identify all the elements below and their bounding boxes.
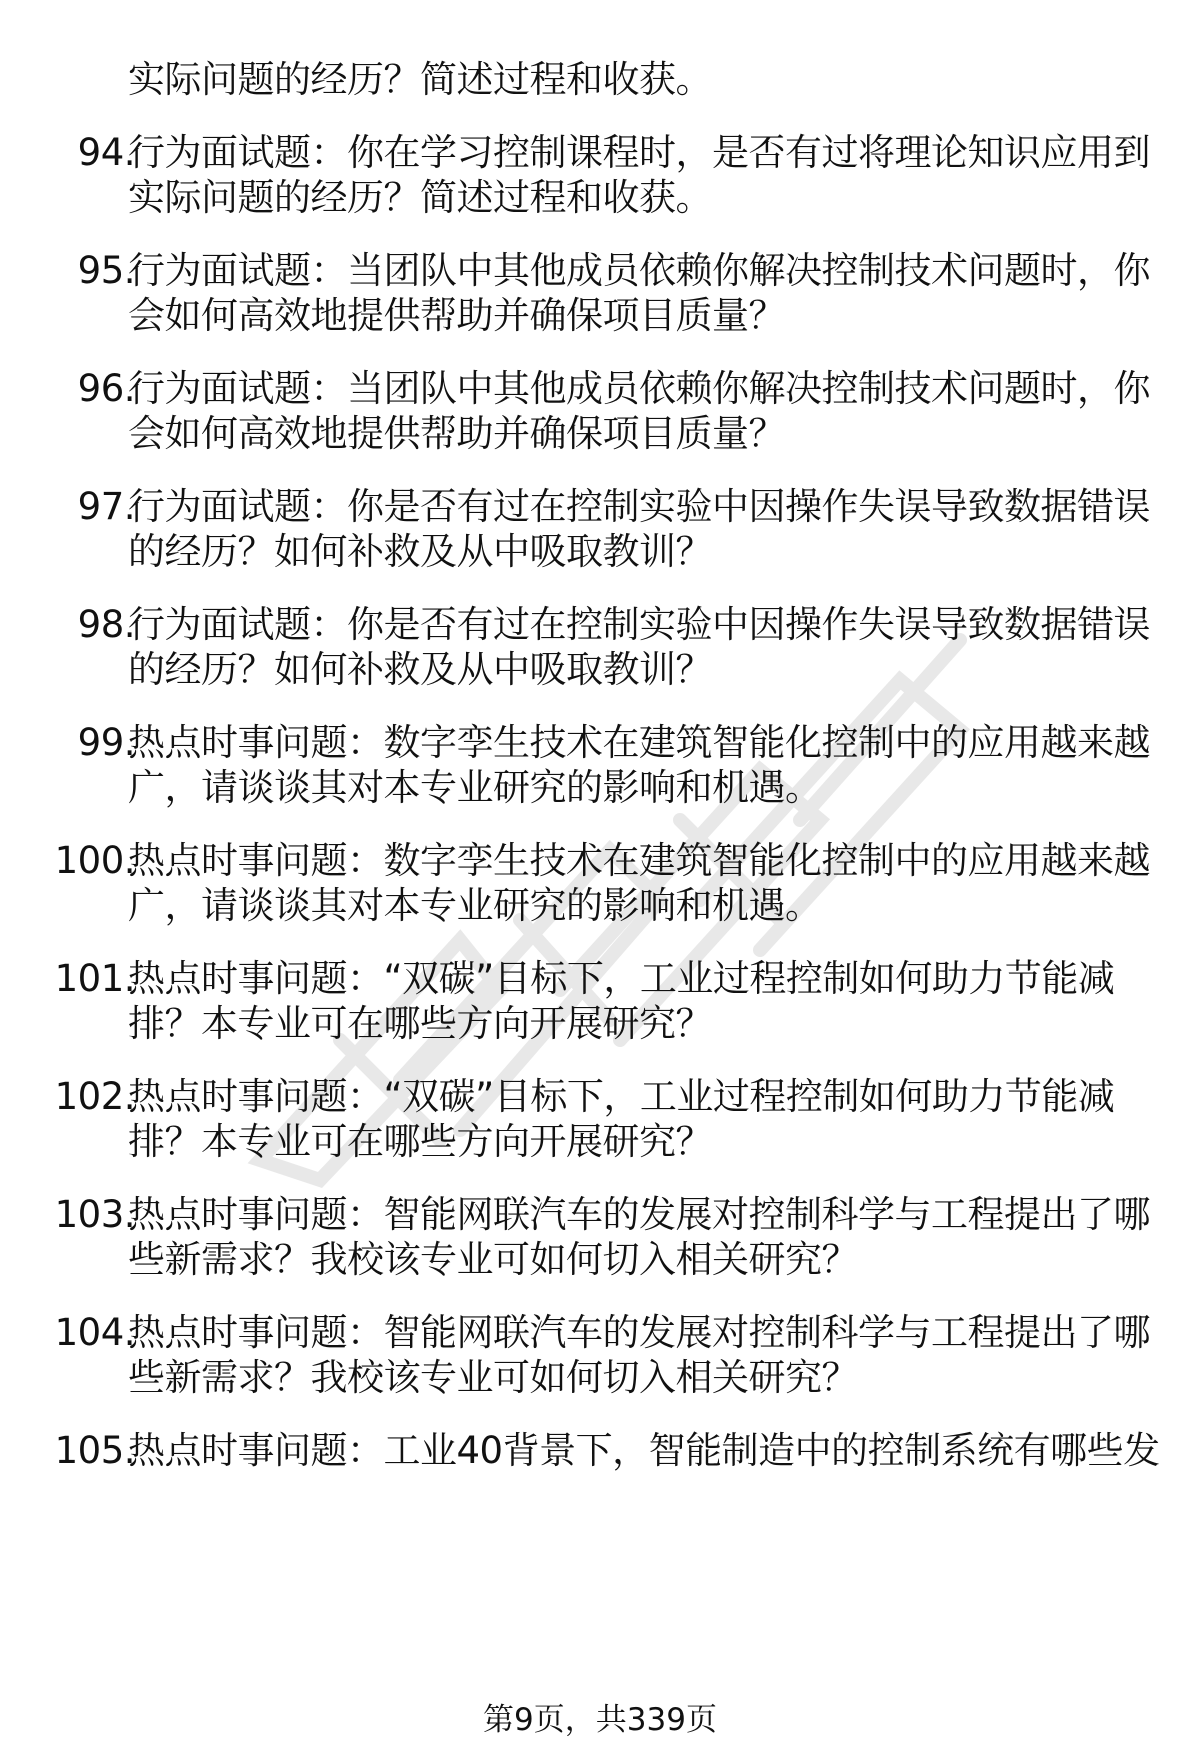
list-item xyxy=(0,1072,1200,1122)
item-number: 97. xyxy=(77,485,135,528)
item-text: 热点时事问题：数字孪生技术在建筑智能化控制中的应用越来越 xyxy=(128,721,1150,764)
item-number: 105. xyxy=(54,1429,135,1472)
list-item-continuation xyxy=(0,291,1200,341)
item-text: 行为面试题：当团队中其他成员依赖你解决控制技术问题时，你 xyxy=(128,249,1150,292)
item-number: 96. xyxy=(77,367,135,410)
list-item-continuation xyxy=(0,173,1200,223)
item-text: 热点时事问题：数字孪生技术在建筑智能化控制中的应用越来越 xyxy=(128,839,1150,882)
list-item-continuation xyxy=(0,763,1200,813)
list-item xyxy=(0,718,1200,768)
item-text: 广，请谈谈其对本专业研究的影响和机遇。 xyxy=(128,766,822,809)
list-item-continuation xyxy=(0,645,1200,695)
item-text: 行为面试题：你是否有过在控制实验中因操作失误导致数据错误 xyxy=(128,485,1150,528)
item-number: 95. xyxy=(77,249,135,292)
item-number: 104. xyxy=(54,1311,135,1354)
item-number: 101. xyxy=(54,957,135,1000)
item-text: 的经历？如何补救及从中吸取教训？ xyxy=(128,530,712,573)
list-item xyxy=(0,1308,1200,1358)
item-text: 的经历？如何补救及从中吸取教训？ xyxy=(128,648,712,691)
item-number: 103. xyxy=(54,1193,135,1236)
list-item-continuation xyxy=(0,881,1200,931)
list-item xyxy=(0,364,1200,414)
list-item-continuation xyxy=(0,1235,1200,1285)
item-number: 102. xyxy=(54,1075,135,1118)
page-footer: 第9页，共339页 xyxy=(483,1702,717,1738)
item-text: 些新需求？我校该专业可如何切入相关研究？ xyxy=(128,1238,858,1281)
item-text: 行为面试题：你是否有过在控制实验中因操作失误导致数据错误 xyxy=(128,603,1150,646)
item-text: 行为面试题：你在学习控制课程时，是否有过将理论知识应用到 xyxy=(128,131,1150,174)
item-number: 94. xyxy=(77,131,135,174)
list-item xyxy=(0,600,1200,650)
item-number: 100. xyxy=(54,839,135,882)
list-item-continuation xyxy=(0,999,1200,1049)
item-text: 热点时事问题：“双碳”目标下，工业过程控制如何助力节能减 xyxy=(128,957,1115,1000)
item-text: 些新需求？我校该专业可如何切入相关研究？ xyxy=(128,1356,858,1399)
list-item-continuation xyxy=(0,409,1200,459)
item-text: 热点时事问题：智能网联汽车的发展对控制科学与工程提出了哪 xyxy=(128,1311,1150,1354)
list-item xyxy=(0,836,1200,886)
list-item xyxy=(0,1190,1200,1240)
list-item xyxy=(0,1426,1200,1476)
list-item xyxy=(0,954,1200,1004)
item-text: 排？本专业可在哪些方向开展研究？ xyxy=(128,1120,712,1163)
item-text: 会如何高效地提供帮助并确保项目质量？ xyxy=(128,294,785,337)
list-item-continuation xyxy=(0,1117,1200,1167)
item-text: 热点时事问题：工业40背景下，智能制造中的控制系统有哪些发 xyxy=(128,1429,1160,1472)
item-text: 行为面试题：当团队中其他成员依赖你解决控制技术问题时，你 xyxy=(128,367,1150,410)
list-item xyxy=(0,482,1200,532)
item-text: 实际问题的经历？简述过程和收获。 xyxy=(128,58,712,101)
item-text: 广，请谈谈其对本专业研究的影响和机遇。 xyxy=(128,884,822,927)
item-text: 会如何高效地提供帮助并确保项目质量？ xyxy=(128,412,785,455)
list-item xyxy=(0,246,1200,296)
list-item-continuation xyxy=(0,55,1200,105)
list-item-continuation xyxy=(0,1353,1200,1403)
item-text: 热点时事问题：“双碳”目标下，工业过程控制如何助力节能减 xyxy=(128,1075,1115,1118)
item-number: 99. xyxy=(77,721,135,764)
item-text: 排？本专业可在哪些方向开展研究？ xyxy=(128,1002,712,1045)
item-text: 热点时事问题：智能网联汽车的发展对控制科学与工程提出了哪 xyxy=(128,1193,1150,1236)
list-item xyxy=(0,128,1200,178)
item-number: 98. xyxy=(77,603,135,646)
list-item-continuation xyxy=(0,527,1200,577)
item-text: 实际问题的经历？简述过程和收获。 xyxy=(128,176,712,219)
